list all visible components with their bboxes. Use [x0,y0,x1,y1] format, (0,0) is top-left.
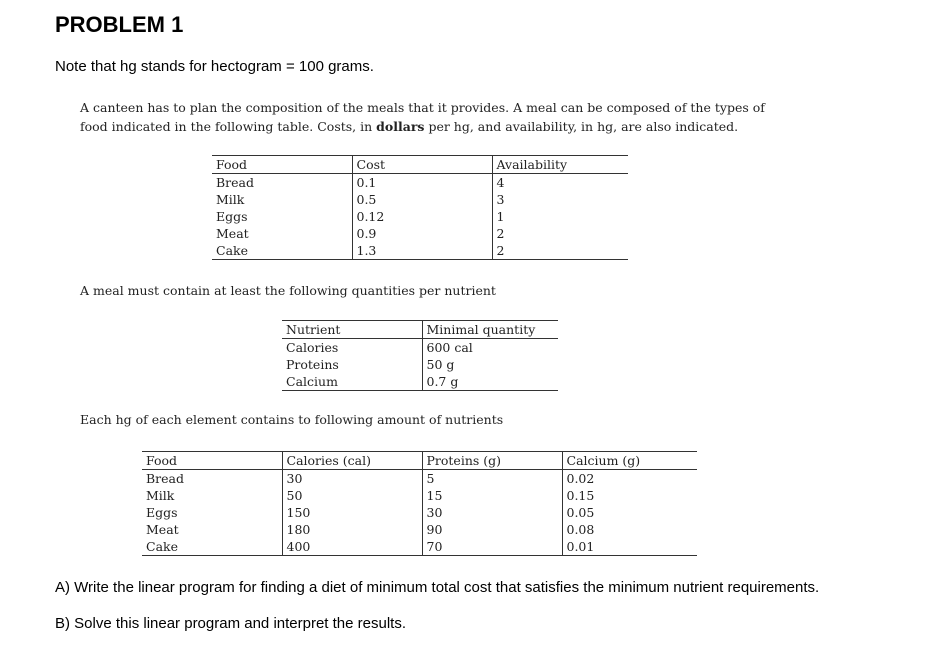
table-cell: 2 [492,242,628,260]
table-row [142,504,697,521]
table-cell: 50 [282,487,422,504]
table-header: Calories (cal) [282,452,422,470]
table-row [142,470,697,488]
table-cell: 1.3 [352,242,492,260]
table-cell: Bread [216,175,255,190]
table-header: Food [142,452,282,470]
table-header: Food [212,156,352,174]
table-header: Cost [352,156,492,174]
table-cell: 0.7 g [422,373,558,391]
intro-bold-text: dollars [376,119,425,134]
table-cell: Eggs [216,209,248,224]
table-cell: 0.5 [352,191,492,208]
table-cell: 180 [282,521,422,538]
table-row [142,487,697,504]
table-cell: Bread [146,471,185,486]
table-header: Proteins (g) [422,452,562,470]
table-row [212,242,628,260]
table-cell: 600 cal [422,339,558,357]
food-cost-table [212,155,628,260]
table-cell: Calcium [282,373,422,391]
problem-title: PROBLEM 1 [55,12,184,37]
table-cell: 5 [422,470,562,488]
table-header: Calcium (g) [562,452,697,470]
table-cell: 2 [492,225,628,242]
table-cell: 0.12 [352,208,492,225]
table-cell: Calories [286,340,339,355]
table-cell: 0.02 [562,470,697,488]
nutrient-requirements-table [282,320,558,391]
table-row [282,373,558,391]
table-cell: Meat [216,226,249,241]
table-cell: 0.01 [562,538,697,556]
intro-text-2: per hg, and availability, in hg, are also indicated. [424,119,739,134]
table-cell: 4 [492,174,628,192]
table-cell: Proteins [286,357,339,372]
table-cell: 0.08 [562,521,697,538]
table-header: Availability [492,156,628,174]
nutrient-content-table [142,451,697,556]
content-paragraph: Each hg of each element contains to following amount of nutrients [80,412,504,427]
table-row [282,339,558,357]
table-cell: Cake [142,538,282,556]
table-cell: 1 [492,208,628,225]
table-row [142,538,697,556]
table-cell: 0.1 [352,174,492,192]
table-cell: Milk [146,488,175,503]
table-cell: 30 [282,470,422,488]
table-cell: 50 g [422,356,558,373]
table-cell: 3 [492,191,628,208]
table-cell: 0.05 [562,504,697,521]
table-cell: 70 [422,538,562,556]
intro-text-1: A canteen has to plan the composition of the meals that it provides. A meal can be composed of the types of food indicated in the following table. Costs, in [80,100,765,134]
table-row [282,356,558,373]
table-cell: 400 [282,538,422,556]
table-cell: 15 [422,487,562,504]
intro-paragraph [80,98,780,136]
table-row [212,225,628,242]
table-cell: Eggs [146,505,178,520]
question-b: B) Solve this linear program and interpret the results. [55,615,406,632]
requirements-paragraph: A meal must contain at least the following quantities per nutrient [80,283,496,298]
table-cell: 30 [422,504,562,521]
table-cell: 90 [422,521,562,538]
question-a: A) Write the linear program for finding a diet of minimum total cost that satisfies the minimum nutrient requirements. [55,579,820,596]
table-row [212,174,628,192]
table-row [142,521,697,538]
note-text: Note that hg stands for hectogram = 100 grams. [55,58,374,75]
table-cell: Cake [212,242,352,260]
table-row [212,208,628,225]
table-cell: 0.9 [352,225,492,242]
table-header: Nutrient [282,321,422,339]
table-cell: 0.15 [562,487,697,504]
table-cell: Meat [146,522,179,537]
table-header: Minimal quantity [422,321,558,339]
table-cell: Milk [216,192,245,207]
table-cell: 150 [282,504,422,521]
table-row [212,191,628,208]
